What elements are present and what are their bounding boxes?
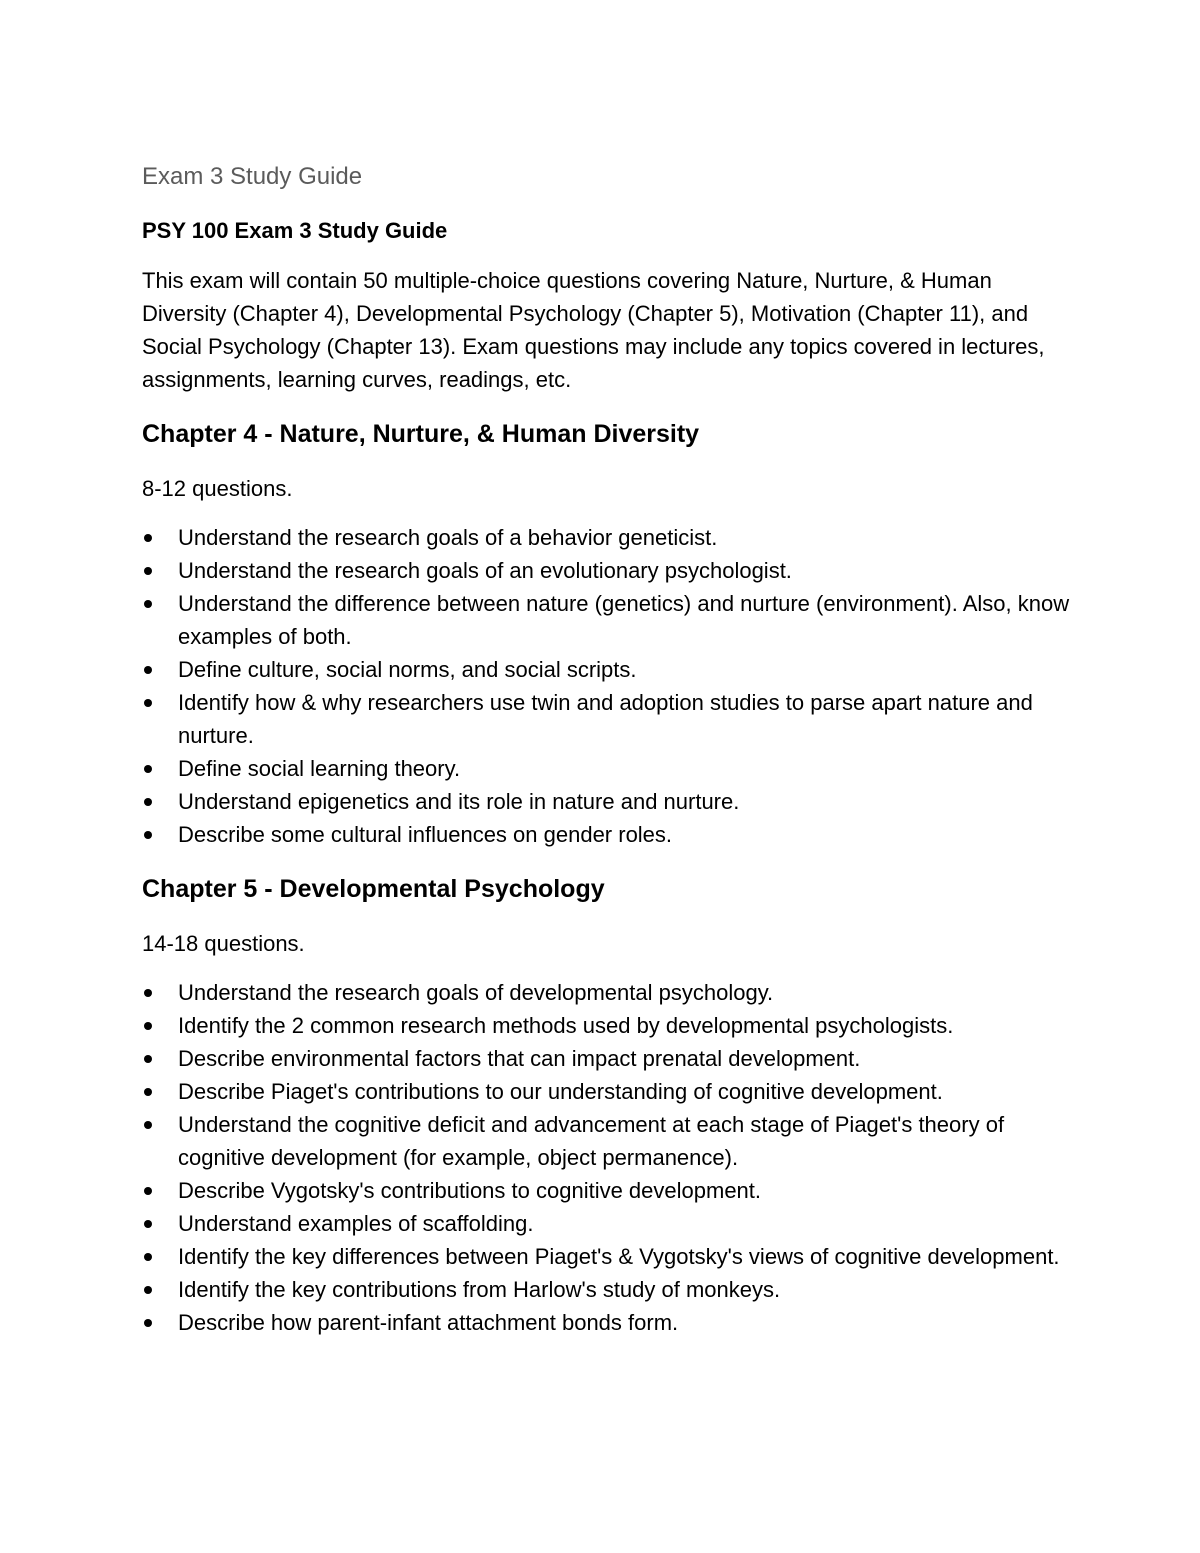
list-item <box>142 587 1072 653</box>
document-page <box>142 160 1072 1339</box>
document-heading: PSY 100 Exam 3 Study Guide <box>142 218 448 243</box>
bullet-icon <box>144 1319 152 1327</box>
bullet-icon <box>144 534 152 542</box>
question-count: 8-12 questions. <box>142 476 293 501</box>
bullet-icon <box>144 567 152 575</box>
list-item-text: Identify the 2 common research methods used by developmental psychologists. <box>178 1013 954 1038</box>
list-item-text: Describe some cultural influences on gender roles. <box>178 822 673 847</box>
intro-paragraph: This exam will contain 50 multiple-choice questions covering Nature, Nurture, & Human Diversity (Chapter 4), Developmental Psychology (Chapter 5), Motivation (Chapter 11), and Social Psychology (Chapter 13). Exam questions may include any topics covered in lectures, assignments, learning curves, readings, etc. <box>142 268 1045 392</box>
list-item <box>142 818 1072 851</box>
list-item <box>142 554 1072 587</box>
bullet-icon <box>144 989 152 997</box>
chapter-4-section <box>142 416 1072 851</box>
list-item-text: Identify the key contributions from Harlow's study of monkeys. <box>178 1277 781 1302</box>
list-item-text: Define social learning theory. <box>178 756 461 781</box>
list-item-text: Understand the cognitive deficit and advancement at each stage of Piaget's theory of cognitive development (for example, object permanence). <box>178 1112 1005 1170</box>
list-item <box>142 1042 1072 1075</box>
list-item <box>142 1273 1072 1306</box>
list-item-text: Understand examples of scaffolding. <box>178 1211 534 1236</box>
chapter-heading: Chapter 5 - Developmental Psychology <box>142 875 605 903</box>
bullet-icon <box>144 1187 152 1195</box>
bullet-icon <box>144 1022 152 1030</box>
list-item <box>142 752 1072 785</box>
list-item-text: Understand the difference between nature (genetics) and nurture (environment). Also, know examples of both. <box>178 591 1070 649</box>
document-title: Exam 3 Study Guide <box>142 163 363 190</box>
list-item <box>142 1009 1072 1042</box>
bullet-icon <box>144 765 152 773</box>
list-item <box>142 1240 1072 1273</box>
bullet-icon <box>144 1220 152 1228</box>
question-count: 14-18 questions. <box>142 931 305 956</box>
list-item-text: Identify how & why researchers use twin and adoption studies to parse apart nature and nurture. <box>178 690 1033 748</box>
bullet-icon <box>144 831 152 839</box>
list-item-text: Describe how parent-infant attachment bonds form. <box>178 1310 679 1335</box>
list-item-text: Describe environmental factors that can impact prenatal development. <box>178 1046 861 1071</box>
list-item-text: Define culture, social norms, and social scripts. <box>178 657 637 682</box>
list-item <box>142 653 1072 686</box>
bullet-icon <box>144 666 152 674</box>
chapter-heading: Chapter 4 - Nature, Nurture, & Human Diversity <box>142 420 700 448</box>
bullet-icon <box>144 1088 152 1096</box>
list-item <box>142 976 1072 1009</box>
list-item <box>142 1075 1072 1108</box>
list-item <box>142 1174 1072 1207</box>
list-item <box>142 686 1072 752</box>
list-item-text: Understand the research goals of a behavior geneticist. <box>178 525 718 550</box>
bullet-icon <box>144 798 152 806</box>
list-item-text: Identify the key differences between Piaget's & Vygotsky's views of cognitive development. <box>178 1244 1060 1269</box>
list-item <box>142 785 1072 818</box>
topic-list <box>142 976 1072 1339</box>
bullet-icon <box>144 600 152 608</box>
list-item <box>142 1108 1072 1174</box>
list-item-text: Understand epigenetics and its role in nature and nurture. <box>178 789 740 814</box>
list-item-text: Understand the research goals of developmental psychology. <box>178 980 774 1005</box>
list-item-text: Understand the research goals of an evolutionary psychologist. <box>178 558 792 583</box>
topic-list <box>142 521 1072 851</box>
bullet-icon <box>144 1253 152 1261</box>
bullet-icon <box>144 699 152 707</box>
bullet-icon <box>144 1055 152 1063</box>
list-item <box>142 521 1072 554</box>
bullet-icon <box>144 1286 152 1294</box>
list-item <box>142 1306 1072 1339</box>
list-item-text: Describe Piaget's contributions to our understanding of cognitive development. <box>178 1079 943 1104</box>
bullet-icon <box>144 1121 152 1129</box>
list-item-text: Describe Vygotsky's contributions to cognitive development. <box>178 1178 762 1203</box>
chapter-5-section <box>142 871 1072 1339</box>
list-item <box>142 1207 1072 1240</box>
